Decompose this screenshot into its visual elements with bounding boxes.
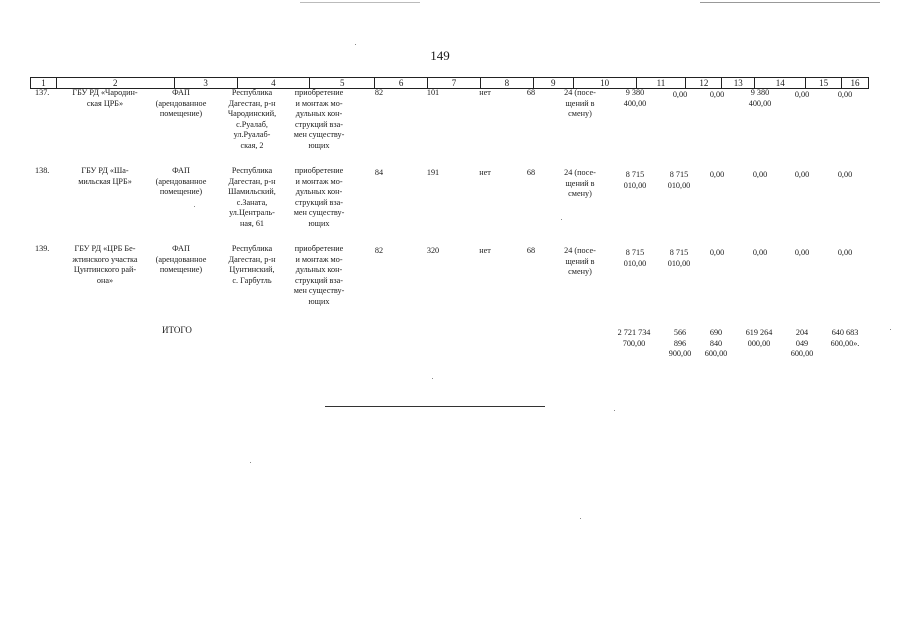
col11-cell: 9 380 400,00 xyxy=(623,88,647,108)
col6-cell: 82 xyxy=(374,88,384,97)
page-number: 149 xyxy=(430,48,450,63)
header-col-11: 11 xyxy=(637,78,687,88)
organization-cell: ГБУ РД «ЦРБ Бе- жтинского участка Цунтинского рай- она» xyxy=(72,244,138,285)
col16-cell: 0,00 xyxy=(837,90,853,99)
action-cell: приобретение и монтаж мо- дульных кон- струкций вза- мен существу- ющих xyxy=(293,88,345,150)
col11-cell: 8 715 010,00 xyxy=(623,248,647,268)
action-cell: приобретение и монтаж мо- дульных кон- струкций вза- мен существу- ющих xyxy=(293,166,345,228)
col15-cell: 0,00 xyxy=(794,90,810,99)
header-col-10: 10 xyxy=(574,78,637,88)
scan-speck xyxy=(561,219,562,220)
col12-cell: 8 715 010,00 xyxy=(667,170,691,190)
col10-cell: 24 (посе- щений в смену) xyxy=(564,88,596,118)
header-col-1: 1 xyxy=(31,78,57,88)
col15-cell: 0,00 xyxy=(794,170,810,179)
col10-cell: 24 (посе- щений в смену) xyxy=(564,168,596,198)
col9-cell: 68 xyxy=(526,88,536,97)
header-col-8: 8 xyxy=(481,78,534,88)
facility-type-cell: ФАП (арендованное помещение) xyxy=(155,166,207,196)
header-col-6: 6 xyxy=(375,78,428,88)
col9-cell: 68 xyxy=(526,168,536,177)
total-col11: 2 721 734 700,00 xyxy=(617,328,651,348)
scan-artifact-line xyxy=(700,2,880,3)
total-col16: 640 683 600,00». xyxy=(830,328,860,348)
col6-cell: 82 xyxy=(374,246,384,255)
facility-type-cell: ФАП (арендованное помещение) xyxy=(155,244,207,274)
col7-cell: 191 xyxy=(426,168,440,177)
scan-speck xyxy=(890,329,891,330)
scan-speck xyxy=(355,44,356,45)
col11-cell: 8 715 010,00 xyxy=(623,170,647,190)
organization-cell: ГБУ РД «Чародин- ская ЦРБ» xyxy=(72,88,138,108)
header-col-7: 7 xyxy=(428,78,481,88)
col8-cell: нет xyxy=(479,246,491,255)
col15-cell: 0,00 xyxy=(794,248,810,257)
total-col13: 690 840 600,00 xyxy=(704,328,728,358)
scan-artifact-line xyxy=(300,2,420,3)
col16-cell: 0,00 xyxy=(837,248,853,257)
col9-cell: 68 xyxy=(526,246,536,255)
col13-cell: 0,00 xyxy=(709,90,725,99)
total-col12: 566 896 900,00 xyxy=(668,328,692,358)
col13-cell: 0,00 xyxy=(709,170,725,179)
address-cell: Республика Дагестан, р-н Шамильский, с.Заната, ул.Централь- ная, 61 xyxy=(228,166,276,228)
col14-cell: 0,00 xyxy=(752,248,768,257)
address-cell: Республика Дагестан, р-н Чародинский, с.Руалаб, ул.Руалаб- ская, 2 xyxy=(227,88,277,150)
col14-cell: 0,00 xyxy=(752,170,768,179)
header-col-9: 9 xyxy=(534,78,574,88)
header-col-14: 14 xyxy=(755,78,806,88)
col13-cell: 0,00 xyxy=(709,248,725,257)
total-col14: 619 264 000,00 xyxy=(745,328,773,348)
scan-speck xyxy=(250,462,251,463)
header-col-2: 2 xyxy=(57,78,175,88)
header-col-12: 12 xyxy=(686,78,722,88)
scan-speck xyxy=(580,518,581,519)
organization-cell: ГБУ РД «Ша- мильская ЦРБ» xyxy=(78,166,132,186)
total-label: ИТОГО xyxy=(162,325,192,335)
scan-speck xyxy=(194,206,195,207)
closing-rule xyxy=(325,406,545,407)
header-col-15: 15 xyxy=(806,78,842,88)
col12-cell: 0,00 xyxy=(672,90,688,99)
row-number: 138. xyxy=(35,166,50,175)
col7-cell: 101 xyxy=(426,88,440,97)
col8-cell: нет xyxy=(479,168,491,177)
col16-cell: 0,00 xyxy=(837,170,853,179)
col6-cell: 84 xyxy=(374,168,384,177)
action-cell: приобретение и монтаж мо- дульных кон- струкций вза- мен существу- ющих xyxy=(293,244,345,306)
header-col-3: 3 xyxy=(175,78,238,88)
col7-cell: 320 xyxy=(426,246,440,255)
facility-type-cell: ФАП (арендованное помещение) xyxy=(155,88,207,118)
scan-speck xyxy=(432,378,433,379)
header-col-4: 4 xyxy=(238,78,311,88)
col8-cell: нет xyxy=(479,88,491,97)
col10-cell: 24 (посе- щений в смену) xyxy=(564,246,596,276)
header-col-13: 13 xyxy=(722,78,755,88)
header-col-16: 16 xyxy=(850,78,860,88)
col14-cell: 9 380 400,00 xyxy=(748,88,772,108)
header-col-5: 5 xyxy=(310,78,375,88)
row-number: 139. xyxy=(35,244,50,253)
total-col15: 204 049 600,00 xyxy=(790,328,814,358)
address-cell: Республика Дагестан, р-н Цунтинский, с. Гарбутль xyxy=(228,244,276,285)
row-number: 137. xyxy=(35,88,50,97)
scan-speck xyxy=(614,410,615,411)
col12-cell: 8 715 010,00 xyxy=(667,248,691,268)
